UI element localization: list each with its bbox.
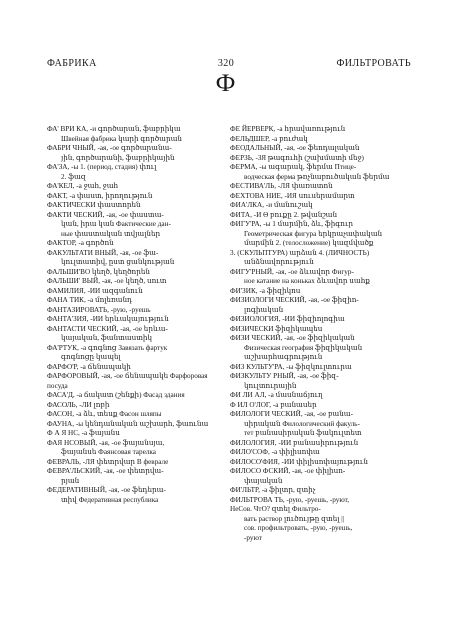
dictionary-line: ФАРФО'Р, -а ճենապակի <box>47 362 131 371</box>
dictionary-line: տիվ Федеративная республика <box>61 495 159 504</box>
dictionary-line: ФАКУЛЬТАТИ ВНЫЙ, -ая, -ое ֆա- <box>47 248 159 257</box>
dictionary-line: Физическая география ֆիզիկական աշխարհագրություն <box>244 343 363 361</box>
dictionary-line: կան, իրա կան Фактические дан- <box>61 220 171 228</box>
dictionary-line: ФИЗИ ЧЕСКИЙ, -ая, -ое ֆիզիկական <box>230 334 355 342</box>
dictionary-line: Швейная фабрика կարի գործարան <box>61 134 182 143</box>
dictionary-line: ФЕСТИВА'ЛЬ, -ЛЯ փառատոն <box>230 182 333 190</box>
dictionary-line: ФАЛЬШИ' ВЫЙ, -ая, -ое կեղծ, սուտ <box>47 277 167 285</box>
dictionary-line: կուլտուրային <box>244 381 297 390</box>
dictionary-line: сов. профильтровать, -рую, -руешь, <box>244 524 353 532</box>
right-column <box>230 125 418 543</box>
dictionary-line: ФИ'ЛЬТР, -а ֆիլտր, զտիչ <box>230 486 316 494</box>
dictionary-line: ФЕВРАЛЬ, -ЛЯ փետրվար В феврале <box>47 457 169 466</box>
dictionary-line: ФАКТОР, -а գործոն <box>47 239 114 247</box>
dictionary-line: ФЕХТОВА НИЕ, -ИЯ սուսերամարտ <box>230 191 355 200</box>
dictionary-line: ФАРФОРОВЫЙ, -ая, -ое ճենապակե Фарфоровая посуда <box>47 372 208 390</box>
dictionary-line: ФИЗИЧЕСКИ ֆիզիկապես <box>230 324 323 333</box>
dictionary-line: ФАКТИ ЧЕСКИЙ, -ая, -ое փաստա- <box>47 210 164 219</box>
dictionary-line: вать раствор լուծույթը զտել || <box>244 514 345 523</box>
dictionary-line: Геометрическая фигура երկրաչափական <box>244 229 383 238</box>
dictionary-line: ФИЗКУЛЬТУ РНЫЙ, -ая, -ое ֆիզ- <box>230 372 339 380</box>
dictionary-line: ФА' ВРИ КА, -и գործարան, ֆաբրիկա <box>47 125 181 133</box>
dictionary-line: ФАСОН, -а ձև, տեսք Фасон шляпы <box>47 410 162 418</box>
page-number: 320 <box>217 58 235 69</box>
dictionary-line: ФИЛОСО ФСКИЙ, -ая, -ое փիլիսո- <box>230 467 346 475</box>
dictionary-line: գոգնոցը կապել <box>61 353 121 361</box>
dictionary-line: ФЕ ЙЕРВЕРК, -а հրավառություն <box>230 125 346 133</box>
dictionary-line: ФАНТАСТИ ЧЕСКИЙ, -ая, -ое երևա- <box>47 324 168 333</box>
dictionary-line: ФИГУ'РНЫЙ, -ая, -ое ձևավոր Фигур- <box>230 267 354 276</box>
dictionary-line: ФА'КЕЛ, -а ջահ, ջահ <box>47 182 119 190</box>
dictionary-line: կուլտատիվ, ըստ ցանկության <box>61 258 175 266</box>
dictionary-line: НеСов. ЧтО? զտել Фильтро- <box>230 505 321 513</box>
dictionary-line: ФЕОДАЛЬНЫЙ, -ая, -ое ֆեոդալական <box>230 144 360 152</box>
dictionary-line: ФИА'ЛКА, -и մանուշակ <box>230 201 313 209</box>
dictionary-line: ное катание на коньках ձևավոր սահք <box>244 277 370 285</box>
dictionary-line: ֆայանսե Фаянсовая тарелка <box>61 448 156 456</box>
dictionary-line: ФИ ЛИ АЛ, -а մասնաճյուղ <box>230 391 323 399</box>
left-column <box>47 125 225 505</box>
dictionary-line: Ф ИЛ О'ЛОГ, -а բանասեր <box>230 400 317 409</box>
dictionary-line: ФЕДЕРАТИВНЫЙ, -ая, -ое ֆեդերա- <box>47 486 166 494</box>
dictionary-line: ФИЗИОЛОГИЯ, -ИИ ֆիզիոլոգիա <box>230 315 345 323</box>
dictionary-line: փայական <box>244 476 283 485</box>
dictionary-line: ФАНА ТИК, -а մոլեռանդ <box>47 296 133 304</box>
dictionary-line: յին, գործարանի, ֆաբրիկային <box>61 153 175 162</box>
dictionary-line: ФАНТАЗИРОВАТЬ, -рую, -руешь <box>47 305 151 314</box>
dictionary-line: ФИЛОЛОГИ ЧЕСКИЙ, -ая, -ое բանա- <box>230 410 353 418</box>
dictionary-line: ФИЗИОЛОГИ ЧЕСКИЙ, -ая, -ое ֆիզիո- <box>230 296 359 304</box>
dictionary-line: -руют <box>244 533 262 542</box>
dictionary-line: ФИЛЬТРОВА ТЬ, -рую, -руешь, -руют, <box>230 495 350 504</box>
dictionary-line: ФИЗ КУЛЬТУ'РА, -ы ֆիզկուլտուրա <box>230 362 352 371</box>
dictionary-line: մարմին 2. (телосложение) կազմվածք <box>244 239 374 247</box>
dictionary-line: սիրական Филологический факуль- <box>244 419 360 428</box>
dictionary-line: ФЕРМА, -ы ագարակ, ֆերմա Птице- <box>230 163 357 171</box>
running-head-right: ФИЛЬТРОВАТЬ <box>336 58 411 69</box>
dictionary-line: ФАКТ, -а փաստ, իրողություն <box>47 191 153 200</box>
dictionary-line: ФА'ЗА, -ы 1. (период, стадия) փուլ <box>47 163 157 171</box>
dictionary-line: Ф А Я НС, -а ֆայանս <box>47 429 120 437</box>
running-head-left: ФАБРИКА <box>47 58 97 69</box>
dictionary-line: ФЕЛЬДШЕР, -а բուժակ <box>230 134 308 143</box>
dictionary-line: անձնավորություն <box>244 258 314 266</box>
dictionary-line: ФЕРЗЬ, -ЗЯ թագուհի (շախմատի մեջ) <box>230 153 364 162</box>
dictionary-line: ФАЛЬШИ'ВО կեղծ, կեղծորեն <box>47 267 150 276</box>
dictionary-line: ФИГУ'РА, -ы 1 մարմին, ձև, ֆիգուր <box>230 220 354 228</box>
dictionary-line: ФАНТА'ЗИЯ, -ИИ երևակայություն <box>47 315 169 323</box>
dictionary-line: ФАМИЛИЯ, -ИИ ազգանուն <box>47 286 143 295</box>
dictionary-line: ФИТА, -И Ѳ բուքը 2. թվանշան <box>230 210 338 219</box>
dictionary-line: водческая ферма թռչնաբուծական ֆերմա <box>244 172 390 181</box>
dictionary-line: ФЕВРА'ЛЬСКИЙ, -ая, -ое փետրվա- <box>47 467 164 475</box>
dictionary-line: կայական, ֆանտաստիկ <box>61 334 152 342</box>
dictionary-line: 2. ֆազ <box>61 172 86 181</box>
dictionary-line: 3. (СКУЛЬПТУРА) արձան 4. (ЛИЧНОСТЬ) <box>230 248 370 257</box>
dictionary-line: ФАЯ НСОВЫЙ, -ая, -ое ֆայանսյա, <box>47 438 165 447</box>
dictionary-line: լոգիական <box>244 305 284 314</box>
dictionary-line: ФАСОЛЬ, -ЛИ լոբի <box>47 400 110 409</box>
dictionary-line: ФАКТИЧЕСКИ փաստորեն <box>47 201 141 209</box>
section-letter: Ф <box>215 70 236 97</box>
dictionary-line: ФИЛО'СОФ, -а փիլիսոփա <box>230 448 320 456</box>
dictionary-line: ФАУНА, -ы կենդանական աշխարհ, ֆաունա <box>47 419 209 428</box>
dictionary-line: ФИ'ЗИК, -а ֆիզիկոս <box>230 286 301 295</box>
dictionary-line: ФА'РТУК, -а գոգնոց Завязать фартук <box>47 343 168 352</box>
dictionary-line: ФИЛОСО'ФИЯ, -ИИ փիլիսոփայություն <box>230 457 368 466</box>
dictionary-line: րյան <box>61 476 80 485</box>
dictionary-line: тет բանասիրական ֆակուլտետ <box>244 429 362 437</box>
dictionary-line: ФИЛОЛОГИЯ, -ИИ բանասիրություն <box>230 438 359 447</box>
dictionary-line: ФАСА'Д, -а ճակատ (շենքի) Фасад здания <box>47 391 185 399</box>
dictionary-line: ные փաստական տվյալներ <box>61 229 161 238</box>
dictionary-line: ФАБРИ ЧНЫЙ, -ая, -ое գործարանա- <box>47 144 172 152</box>
